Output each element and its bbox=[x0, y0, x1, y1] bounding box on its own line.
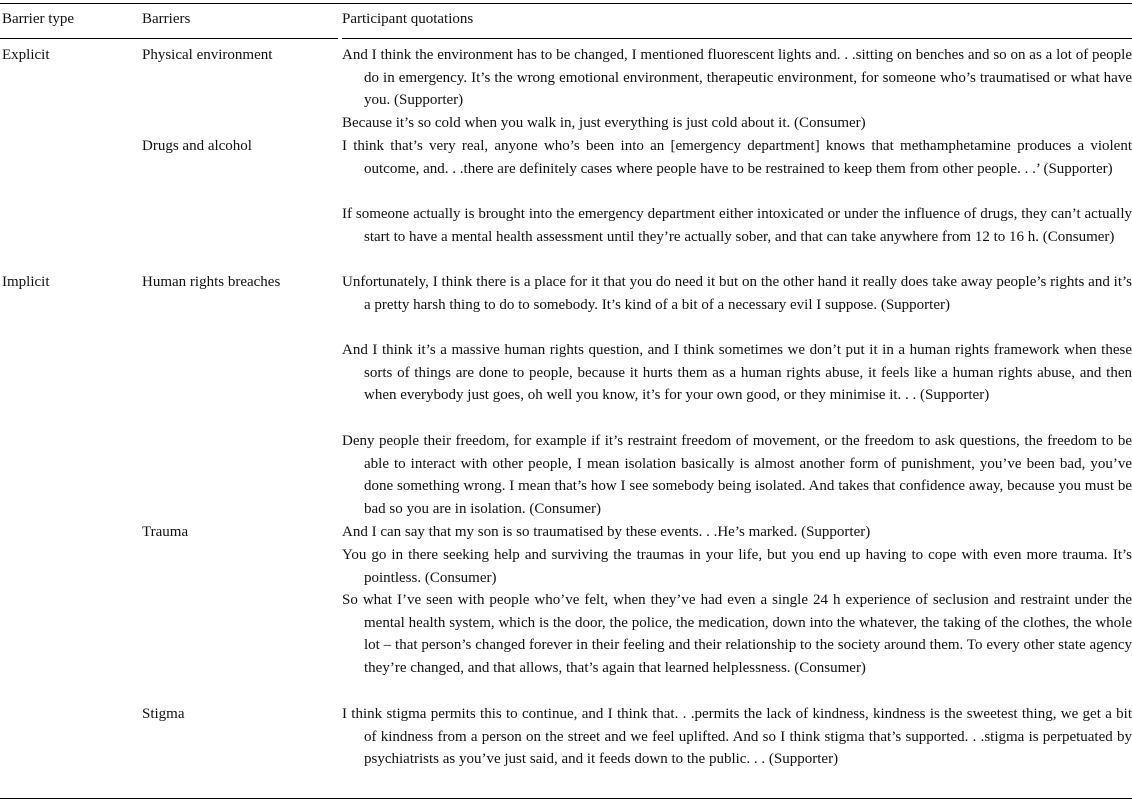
quote-drugs-2: If someone actually is brought into the emergency department either intoxicated or under the influence of drugs, they can’t actually start to have a mental health assessment until they’re actually sober, and that can take anywhere from 12 to 16 h. (Consumer) bbox=[342, 206, 1132, 245]
top-rule bbox=[0, 3, 1132, 4]
header-rule bbox=[142, 38, 338, 39]
barrier-physical-environment: Physical environment bbox=[142, 47, 273, 63]
barrier-human-rights: Human rights breaches bbox=[142, 274, 281, 290]
quote-rights-3: Deny people their freedom, for example if it’s restraint freedom of movement, or the freedom to ask questions, the freedom to be able to interact with other people, I mean isolation basically is almost another form of punishment, you’ve been bad, you’ve done something wrong. I mean that’s how I see somebody being isolated. And takes that confidence away, because you must be bad so you are in isolation. (Consumer) bbox=[342, 433, 1132, 517]
header-quotations: Participant quotations bbox=[342, 11, 474, 27]
quote-rights-2: And I think it’s a massive human rights question, and I think sometimes we don’t put it in a human rights framework when these sorts of things are done to people, because it hurts them as a human rights abuse, it feels like a human rights abuse, and then when everybody just goes, oh well you know, it’s for your own good, or they minimise it. . . (Supporter) bbox=[342, 342, 1132, 404]
header-barrier-type: Barrier type bbox=[2, 11, 75, 27]
bottom-rule bbox=[0, 798, 1132, 799]
quote-stigma-1: I think stigma permits this to continue, and I think that. . .permits the lack of kindness, kindness is the sweetest thing, we get a bit of kindness from a person on the street and we feel uplifted. And so I think stigma that’s supported. . .stigma is perpetuated by psychiatrists as you’ve just said, and it feeds down to the public. . . (Supporter) bbox=[342, 706, 1132, 768]
header-rule bbox=[342, 38, 1132, 39]
quote-physical-2: Because it’s so cold when you walk in, just everything is just cold about it. (Consumer) bbox=[342, 115, 866, 131]
barrier-stigma: Stigma bbox=[142, 706, 185, 722]
quote-rights-1: Unfortunately, I think there is a place for it that you do need it but on the other hand it really does take away people’s rights and it’s a pretty harsh thing to do to somebody. It’s kind of a bit of a necessary evil I suppose. (Supporter) bbox=[342, 274, 1132, 313]
quote-drugs-1: I think that’s very real, anyone who’s been into an [emergency department] knows that methamphetamine produces a violent outcome, and. . .there are definitely cases where people have to be restrained to keep them from other people. . .’ (Supporter) bbox=[342, 138, 1132, 177]
barrier-trauma: Trauma bbox=[142, 524, 189, 540]
barrier-drugs-alcohol: Drugs and alcohol bbox=[142, 138, 252, 154]
barrier-type-explicit: Explicit bbox=[2, 47, 50, 63]
header-barriers: Barriers bbox=[142, 11, 191, 27]
header-rule bbox=[0, 38, 142, 39]
quote-trauma-3: So what I’ve seen with people who’ve felt, when they’ve had even a single 24 h experience of seclusion and restraint under the mental health system, which is the door, the police, the medication, down into the whatever, the taking of the clothes, the whole lot – that person’s changed forever in their feeling and their relationship to the society around them. To every other state agency they’re changed, and that allows, that’s again that learned helplessness. (Consumer) bbox=[342, 592, 1132, 676]
quote-physical-1: And I think the environment has to be changed, I mentioned fluorescent lights and. . .sitting on benches and so on as a lot of people do in emergency. It’s the wrong emotional environment, therapeutic environment, for someone who’s traumatised or what have you. (Supporter) bbox=[342, 47, 1132, 109]
quote-trauma-1: And I can say that my son is so traumatised by these events. . .He’s marked. (Supporter) bbox=[342, 524, 871, 540]
barrier-type-implicit: Implicit bbox=[2, 274, 50, 290]
quote-trauma-2: You go in there seeking help and surviving the traumas in your life, but you end up having to cope with even more trauma. It’s pointless. (Consumer) bbox=[342, 547, 1132, 586]
